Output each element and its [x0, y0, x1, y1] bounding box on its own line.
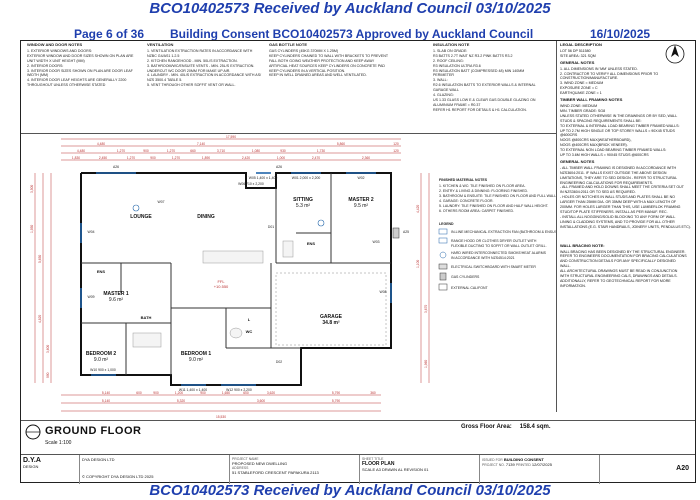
note-line: WALL BRACING HAS BEEN DESIGNED BY THE STRUCTURAL ENGINEER.: [560, 249, 686, 254]
note-line: NZS 3500.4 TABLE 5.: [147, 78, 183, 83]
window-tag: W03: [372, 240, 380, 244]
note-line: GAS CYLINDERS (45KG 370MM X 1.25M): [269, 48, 339, 53]
project-name-label: PROJECT NAME: [232, 457, 259, 461]
window-tag: W11 1,400 x 1,400: [178, 388, 208, 392]
dimension-label: 600: [136, 391, 142, 395]
room-label: WC: [245, 329, 253, 334]
dimension-label: 930: [280, 149, 286, 153]
note-line: NOGS @800CRS MAX(WEATHERBOARD),: [560, 138, 632, 143]
project-cell: [229, 455, 359, 484]
note-line: IN NZS3604:2011 OR TO SED AS REQUIRED.: [560, 190, 636, 195]
dimension-label: 120: [393, 142, 399, 146]
gas-bottle-notes: [269, 43, 399, 78]
room-label: LOUNGE: [130, 214, 152, 220]
window-tag: W07: [157, 200, 165, 204]
gfa-value: 158.4 sqm.: [519, 424, 551, 430]
window-door-notes: [27, 43, 139, 88]
legal-heading: LEGAL DESCRIPTION: [560, 42, 602, 47]
window-tag: W05 1,400 x 1,400: [248, 176, 278, 180]
note-line: UNDERCUT WC DOOR 20MM FOR MAKE UP AIR.: [147, 68, 231, 73]
gfa-label: Gross Floor Area:: [461, 424, 512, 430]
general-heading: GENERAL NOTES: [560, 59, 595, 65]
sheet-title-label: SHEET TITLE: [362, 457, 384, 461]
company-name: D.Y.A: [23, 457, 41, 464]
dimension-label: 2,420: [241, 156, 251, 160]
issued-value: BUILDING CONSENT: [503, 457, 544, 462]
dimension-label: 5,140: [101, 399, 111, 403]
title-strip: [21, 454, 695, 484]
window-tag: W02: [357, 176, 365, 180]
room-label: SITTING: [293, 197, 313, 203]
note-line: 2. CONTRACTOR TO VERIFY ALL DIMENSIONS PRIOR TO: [560, 71, 659, 76]
note-line: ALL ARCHITECTURAL DRAWINGS MUST BE READ IN CONJUNCTION: [560, 269, 678, 274]
window-tag: W09: [87, 295, 95, 299]
sheet-title-cell: [359, 455, 479, 484]
revision-value: 01: [424, 467, 429, 472]
legend-item: IN ACCORDANCE WITH NZS4514:2021: [451, 256, 515, 260]
approval-date: 16/10/2025: [590, 27, 651, 41]
note-line: ARTIFICIAL HEAT SOURCES KEEP CYLINDERS ON CONCRETE PAD: [269, 63, 385, 68]
note-line: US 1.33 GLASS LOW E & CLEAR GAS DOUBLE GLAZING ON: [433, 97, 536, 102]
copyright-text: © COPYRIGHT DYA DESIGN LTD 2025: [82, 474, 154, 479]
note-line: 3. BATHROOM & ENSUITE: TILE FINISHED ON FLOOR AND FULL WALL.: [439, 194, 556, 198]
note-line: TO EXTERNAL NON LOAD BEARING TIMBER FRAMED WALLS:: [560, 148, 667, 153]
window-tag: A26: [275, 165, 283, 169]
dimension-label: 900: [200, 391, 206, 395]
legend: [439, 222, 556, 290]
legend-item: EXTERNAL CALIFONT: [451, 286, 488, 290]
note-line: FALL BOTH GOING WEATHER PROTECTION AND KEEP AWAY: [269, 58, 375, 63]
dimension-label: 15,530: [215, 415, 227, 419]
window-tag: W12 900 x 2,200: [226, 388, 252, 392]
section-marker-icon: [25, 424, 41, 440]
note-line: R3 BATTS 2.7T WAIT NZ R3.2 PINK BATTS R3.2: [433, 53, 513, 58]
note-line: EXTERIOR WINDOW AND DOOR SIZES SHOWN ON PLAN ARE: [27, 53, 134, 58]
dimension-label: 5,790: [331, 399, 341, 403]
note-line: LIMITATIONS, THEY ARE TO SED DESIGN - REFER TO STRUCTURAL: [560, 175, 678, 180]
legend-item: IN-LINE MECHANICAL EXTRACTION FAN (BATHROOM & ENSUITE).: [451, 230, 556, 234]
note-line: KEEP CYLINDERS IN A VERTICAL POSITION.: [269, 68, 346, 73]
title-block: [21, 420, 695, 483]
dimension-label: 4,480: [96, 142, 106, 146]
ffl-label: FFL: [217, 279, 225, 284]
address-label: ADDRESS: [232, 466, 249, 470]
note-line: @600CRS: [560, 133, 578, 138]
switchboard-icon: [439, 264, 447, 269]
room-area: 9.6 m²: [108, 297, 124, 303]
gas-cylinder-icon: [440, 273, 446, 280]
ffl-value: +10.550: [213, 284, 229, 289]
issued-label: ISSUED FOR: [482, 458, 503, 462]
room-area: 5.3 m²: [295, 203, 311, 209]
note-line: EARTHQUAKE ZONE = 1: [560, 91, 602, 96]
scale-label: SCALE: [362, 467, 376, 472]
dimension-label: 5,320: [176, 399, 186, 403]
note-line: 1. VENTILATION EXTRACTION RATES IN ACCORDANCE WITH: [147, 48, 253, 53]
note-line: LOT 56 DP 511580: [560, 48, 591, 53]
notes-row: [21, 41, 556, 134]
legend-item: GAS CYLINDERS: [451, 275, 480, 279]
dimension-label: 5,140: [101, 391, 111, 395]
dimension-label: 1,080: [251, 149, 261, 153]
sheet-number-cell: [599, 455, 695, 484]
legend-heading: LEGEND: [439, 222, 454, 226]
note-line: 3. BATHROOM/WC/ENSUITE VENTS - MIN. 25L/S EXTRACTION.: [147, 63, 255, 68]
window-tag: W10 900 x 1,000: [90, 368, 116, 372]
dimension-label: 1,650: [221, 391, 231, 395]
project-name: PROPOSED NEW DWELLING: [232, 461, 288, 466]
room-label: ENS: [306, 241, 316, 246]
note-line: 1. SLAB ON GRADE:: [433, 48, 468, 53]
issue-cell: [479, 455, 599, 484]
dimension-label: 1,270: [116, 149, 126, 153]
north-arrow-icon: [660, 43, 690, 65]
dimension-label: 600: [243, 391, 249, 395]
note-line: NZS3604:2011. IF WALLS EXIST OUTSIDE THE ABOVE DESIGN: [560, 170, 667, 175]
sheet-number: A20: [676, 465, 689, 472]
note-line: REFER TO ENGINEERS DOCUMENTATION FOR BRACING CALCULATIONS: [560, 254, 687, 259]
note-line: 4. LAUNDRY - MIN. 40L/S EXTRACTION IN ACCORDANCE WITH AS/: [147, 73, 262, 78]
dimension-label: 1,960: [424, 359, 428, 368]
drawing-scale: Scale 1:100: [45, 440, 72, 446]
window-tag: A25: [402, 230, 410, 234]
dimension-label: 900: [150, 156, 156, 160]
note-line: 2. ROOF CEILING:: [433, 58, 464, 63]
note-line: 1. EXTERIOR WINDOWS AND DOORS:: [27, 48, 93, 53]
note-line: WIDTH (MM): [27, 73, 49, 78]
dimension-label: 1,000: [276, 156, 286, 160]
project-no-label: PROJECT NO.: [482, 463, 505, 467]
note-line: 3. INTERIOR DOOR SIZES SHOWN ON PLAN ARE DOOR LEAF: [27, 68, 133, 73]
dimension-label: 3,600: [46, 344, 50, 353]
finished-material-notes: [439, 178, 556, 213]
note-line: R3 INSULATION BATT (COMPRESSED 48) MIN 140MM: [433, 68, 525, 73]
dimension-label: 1,830: [71, 156, 81, 160]
company-full-name: DYA DESIGN LTD: [82, 457, 115, 462]
note-line: UNLESS STATED OTHERWISE IN THE DRAWINGS OR BY SED, WALL: [560, 113, 678, 118]
note-line: WALL.: [560, 264, 571, 269]
room-label: ENS: [96, 269, 106, 274]
note-line: NZBC G4/AS1 1.2.5: [147, 53, 180, 58]
note-line: TO EXTERNAL & INTERNAL LOAD BEARING TIMBER FRAMED WALLS:: [560, 123, 680, 128]
note-line: WIND ZONE: MEDIUM: [560, 103, 598, 108]
company-name-2: DESIGN: [23, 464, 39, 469]
dimension-label: 660: [190, 149, 196, 153]
fixtures: [133, 241, 293, 347]
note-line: EXPOSURE ZONE = C: [560, 86, 598, 91]
note-line: - ALL FRAMED AND HOLD DOWNS SHALL MEET THE CRITERIA SET OUT: [560, 185, 684, 190]
council-received-stamp-top: BCO10402573 Received by Auckland Council 03/10/2025: [149, 0, 551, 17]
note-line: NOGS @400CRS MAX(BRICK VENEER).: [560, 143, 628, 148]
note-line: REFER H1 REPORT FOR DETAILS & H1 CALCULATION.: [433, 107, 527, 112]
window-openings: [81, 173, 391, 385]
interior-walls: [81, 173, 391, 375]
window-tag: W01 2,000 x 2,200: [291, 176, 321, 180]
drawn-label: DRAWN: [382, 467, 398, 472]
notes-heading: WINDOW AND DOOR NOTES: [27, 42, 83, 47]
drawing-title: GROUND FLOOR: [45, 425, 142, 437]
dimension-label: 990: [46, 372, 50, 378]
notes-heading: VENTILATION: [147, 42, 174, 47]
note-line: - INSTALL ALL NOGGING/SOLID BLOCKING TO ANY FORM OF WALL: [560, 214, 676, 219]
note-line: 3. WALL:: [433, 78, 448, 83]
dimension-label: 3,620: [266, 391, 276, 395]
legend-item: RANGE HOOD OR CLOTHES DRYER OUTLET WITH: [451, 239, 537, 243]
note-line: STUD/TOP PLATE STIFFENERS. INSTALL AS PER MANUF. REC.: [560, 210, 668, 214]
floor-plan-drawing: [21, 133, 556, 420]
note-line: R2.6 INSULATION BATTS TO EXTERIOR WALLS & INTERNAL: [433, 83, 536, 88]
drawing-sheet: [20, 40, 696, 483]
dimension-label: 3,500: [30, 184, 34, 193]
insulation-notes: [433, 43, 553, 113]
exterior-walls: [81, 173, 391, 385]
califont-icon: [439, 284, 447, 290]
note-line: THROUGHOUT UNLESS OTHERWISE STATED: [27, 83, 106, 88]
revision-label: REVISION: [403, 467, 423, 472]
window-tag: A26: [112, 165, 120, 169]
note-line: UP TO 2.7M HIGH SINGLE OR TOP STOREY WALLS = 90X45 STUDS: [560, 128, 675, 133]
window-tag: W06 710 x 2,200: [238, 182, 264, 186]
dimension-label: 17,590: [225, 135, 237, 139]
note-line: WITH STRUCTURAL ENGINEERING CALS, DRAWINGS AND DETAILS.: [560, 274, 678, 279]
council-received-stamp-bottom: BCO10402573 Received by Auckland Council 03/10/2025: [149, 482, 551, 499]
note-line: UP TO 3.6M HIGH WALLS = 90X45 STUDS @600CRS: [560, 153, 649, 158]
dimension-label: 2,360: [361, 156, 371, 160]
note-line: MIN. TIMBER GRADE: SG8: [560, 108, 606, 113]
dimension-label: 5,790: [331, 391, 341, 395]
consent-approval-text: Building Consent BCO10402573 Approved by Auckland Council: [170, 27, 534, 41]
dimension-label: 1,950: [30, 224, 34, 233]
window-tag: D02: [275, 360, 283, 364]
page-number: Page 6 of 36: [74, 27, 145, 41]
note-line: - ALL TIMBER WALL FRAMING IS DESIGNED IN ACCORDANCE WITH: [560, 165, 677, 170]
notes-heading: GAS BOTTLE NOTE: [269, 42, 307, 47]
note-line: STUDS & SPACING REQUIREMENTS SHALL BE:: [560, 118, 642, 123]
note-line: PERIMETER: [433, 73, 454, 78]
dimension-label: 7,140: [196, 142, 206, 146]
dimension-label: 1,270: [166, 149, 176, 153]
company-details: [79, 455, 229, 484]
note-line: 3. WIND ZONE = MEDIUM: [560, 81, 604, 86]
room-label: DINING: [197, 214, 215, 220]
dimension-label: 120: [393, 149, 399, 153]
smoke-alarm-icon: [318, 220, 324, 226]
note-line: 2. INTERIOR DOORS:: [27, 63, 64, 68]
ventilation-notes: [147, 43, 263, 88]
dimension-label: 1,730: [316, 149, 326, 153]
legend-item: HARD WIRED INTERCONNECTED SMOKE/HEAT ALARMS: [451, 251, 546, 255]
right-notes-panel: [556, 41, 696, 412]
note-line: 2. KITCHEN RANGEHOOD - MIN. 50L/S EXTRACTION.: [147, 58, 238, 63]
dimension-label: 1,890: [201, 156, 211, 160]
sheet-title: FLOOR PLAN: [362, 461, 395, 467]
note-line: ENGINEERING CALCULATIONS FOR REQUIREMENTS.: [560, 180, 653, 185]
dimension-label: 4,420: [416, 204, 420, 213]
room-label: BEDROOM 2: [85, 351, 117, 357]
dimension-label: 900: [143, 149, 149, 153]
room-area: 34.8 m²: [322, 320, 340, 326]
note-line: 2. ENTRY & LIVING & DINNING: FLOORING FINISHED.: [439, 189, 528, 193]
general-heading: GENERAL NOTES: [560, 158, 595, 164]
project-no: 7139: [505, 462, 515, 467]
timber-heading: TIMBER WALL FRAMING NOTES: [560, 97, 623, 103]
note-line: R3 INSULATION ULTRA R3.6: [433, 63, 481, 68]
note-line: ADDITIONALLY, REFER TO GEOTECHNICAL REPORT FOR MORE: [560, 278, 671, 283]
room-label: GARAGE: [320, 314, 342, 320]
dimension-label: 4,480: [76, 149, 86, 153]
note-line: LINING & CLADDING SYSTEMS, AND TO PROVIDE FOR ALL OTHER: [560, 219, 675, 224]
gross-floor-area: [461, 424, 550, 430]
room-label: MASTER 2: [348, 197, 374, 203]
note-line: 5. LAUNDRY: TILE FINISHED ON FLOOR AND HALF WALL HEIGHT.: [439, 204, 549, 208]
room-area: 9.0 m²: [188, 357, 204, 363]
note-line: SITE AREA: 321 SQM: [560, 53, 596, 58]
note-line: 4. GLAZING:: [433, 93, 454, 98]
dimension-label: 4,820: [38, 314, 42, 323]
gas-cylinders-icon: [393, 228, 399, 238]
note-line: AND CONSTRUCTION DETAILS FOR ANY SPECIFICALLY DESIGNED: [560, 259, 676, 264]
dimension-label: 1,100: [416, 259, 420, 268]
dimension-label: 360: [370, 391, 376, 395]
dimension-label: 5,650: [38, 254, 42, 263]
window-tag: W04: [87, 230, 95, 234]
extractor-fan-icon: [439, 229, 447, 234]
note-line: ALUMINIUM FRAME = R0.37: [433, 102, 481, 107]
note-line: 1. KITCHEN & WC: TILE FINISHED ON FLOOR AREA.: [439, 184, 526, 188]
scale-drawn-revision: [362, 467, 477, 472]
note-line: 200MM. FOR HOLES LARGER THAN THIS, USE LUMBERLOK FRAMING: [560, 205, 681, 210]
note-line: CONSTRUCTION/MANUFACTURE.: [560, 76, 619, 81]
notes-heading: FINISHED MATERIAL NOTES: [439, 178, 488, 182]
dimension-label: 1,270: [126, 156, 136, 160]
window-tag: D01: [267, 225, 275, 229]
dimension-label: 1,200: [174, 391, 184, 395]
note-line: INSTALLATIONS (E.G. STAIR HANDRAILS, JOINERY UNITS, PENDULUS ETC).: [560, 224, 691, 229]
notes-heading: INSULATION NOTE: [433, 42, 470, 47]
dimension-label: 3,600: [256, 399, 266, 403]
note-line: GARAGE WALL: [433, 88, 460, 93]
company-logo: [21, 455, 79, 484]
note-line: 5. VENT THROUGH OTHER SOFFIT VENT OR WALL.: [147, 83, 236, 88]
range-hood-icon: [439, 238, 447, 243]
note-line: - HOLES OR NOTCHES IN WALL STUDS AND PLATES SHALL BE NO: [560, 195, 675, 200]
note-line: 4. GARAGE: CONCRETE FLOOR.: [439, 199, 494, 203]
dimension-label: 5,860: [336, 142, 346, 146]
floor-plan-area: [21, 133, 556, 420]
note-line: LARGER THAN 25MM DIA. OR 35MM DEEP WITH A MAX LENGTH OF: [560, 200, 677, 205]
room-label: L: [247, 317, 251, 322]
note-line: KEEP CYLINDERS CHAINED TO WALL WITH BRACKETS TO PREVENT: [269, 53, 389, 58]
address: 51 STABLEFORD CRESCENT PAPAKURA 2113: [232, 470, 319, 475]
smoke-alarm-icon: [133, 205, 139, 211]
note-line: 1. ALL DIMENSIONS IN 'MM' UNLESS STATED.: [560, 66, 638, 71]
room-area: 9.5 m²: [353, 203, 369, 209]
room-label: BATH: [140, 315, 152, 320]
note-line: UNIT WIDTH X UNIT HEIGHT (MM): [27, 58, 85, 63]
room-area: 9.0 m²: [93, 357, 109, 363]
note-line: KEEP IN WELL DRAINED AREAS AND WELL VENTILATED.: [269, 73, 367, 78]
bracing-heading: WALL BRACING NOTE:: [560, 242, 605, 248]
dimension-label: 900: [153, 391, 159, 395]
window-tag: W08: [379, 290, 387, 294]
dimension-label: 2,470: [311, 156, 321, 160]
legend-item: ELECTRICAL SWITCHBOARD WITH SMART METER: [451, 265, 536, 269]
smoke-alarm-icon: [440, 252, 446, 258]
printed-label: PRINTED: [515, 463, 531, 467]
legend-item: FLEXIBLE DUCTING TO SOFFIT OR WALL OUTLET GRILL.: [451, 244, 547, 248]
project-no-row: [482, 462, 597, 467]
room-label: BEDROOM 1: [180, 351, 212, 357]
note-line: 6. OTHERS ROOM AREA: CARPET FINISHED.: [439, 209, 515, 213]
note-line: 4. INTERIOR DOOR LEAF HEIGHTS ARE GENERALLY 2200: [27, 78, 127, 83]
room-label: MASTER 1: [103, 291, 129, 297]
garage-bay: [276, 273, 386, 345]
dimension-label: 2,450: [98, 156, 108, 160]
note-line: INFORMATION.: [560, 283, 586, 288]
dimension-label: 3,670: [424, 304, 428, 313]
dimension-label: 3,710: [216, 149, 226, 153]
dimension-label: 1,270: [171, 156, 181, 160]
scale-value: A3: [376, 467, 381, 472]
drawn-value: AL: [397, 467, 403, 472]
printed-date: 12/07/2025: [531, 462, 552, 467]
